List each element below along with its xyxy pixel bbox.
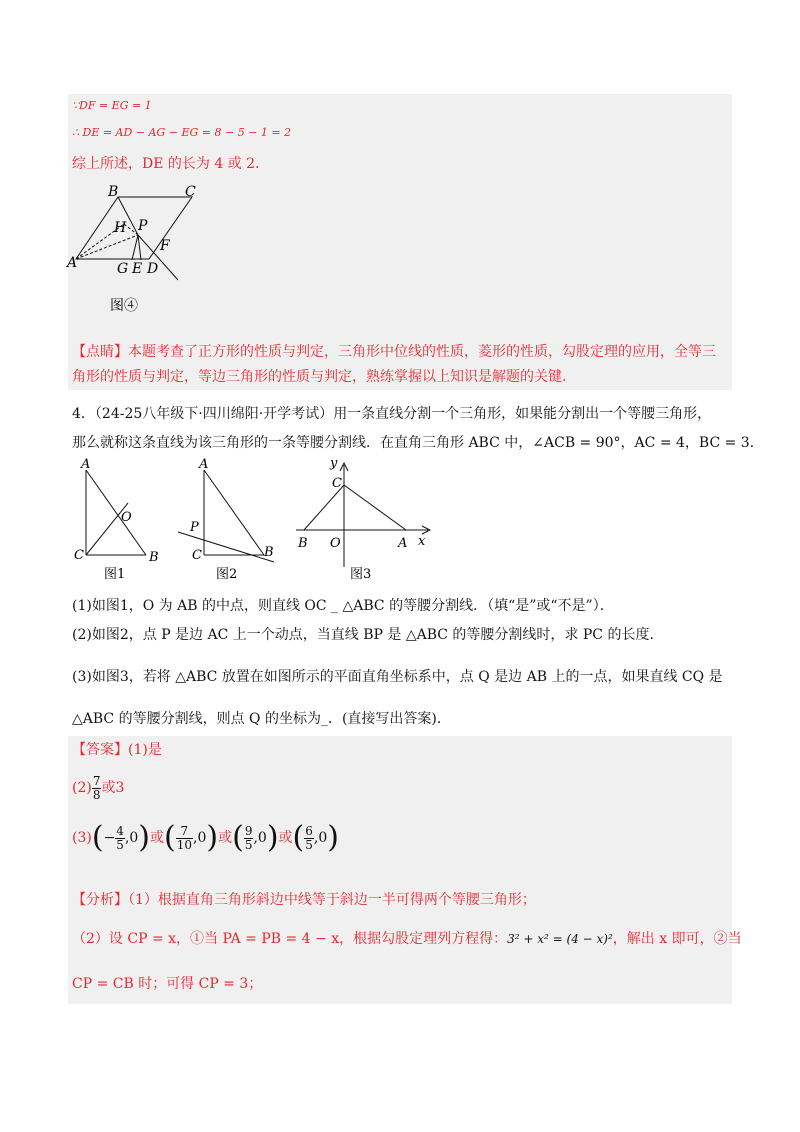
fig4-label-P: P: [138, 218, 148, 234]
fig1-caption: 图1: [104, 567, 126, 582]
problem-stem-1: 用一条直线分割一个三角形，如果能分割出一个等腰三角形，: [333, 406, 712, 422]
fig2-label-B: B: [264, 545, 274, 560]
analysis-equation: 3² + x² = (4 − x)²: [507, 932, 613, 946]
solution-conclusion: 综上所述，DE 的长为 4 或 2.: [72, 156, 260, 172]
fig2-label-A: A: [199, 457, 209, 472]
answer-point-1: (− $\frac{4}{5}$ ,0): [91, 820, 151, 855]
problem-stem-2: 那么就称这条直线为该三角形的一条等腰分割线．在直角三角形 ABC 中，∠ACB = 90°，AC = 4，BC = 3．: [72, 435, 764, 451]
question-3a: (3)如图3，若将 △ABC 放置在如图所示的平面直角坐标系中，点 Q 是边 AB 上的一点，如果直线 CQ 是: [72, 669, 723, 685]
fig4-label-H: H: [114, 220, 127, 236]
answer-shade: [68, 736, 732, 1004]
fig3-label-x: x: [418, 534, 426, 549]
fig3-label-O: O: [330, 536, 341, 551]
fig4-label-B: B: [108, 184, 119, 200]
fig3-label-A: A: [398, 536, 408, 551]
answer-point-2: ( $\frac{7}{10}$ ,0): [164, 820, 219, 855]
problem-source: （24-25八年级下·四川绵阳·开学考试）: [94, 406, 334, 422]
answer-line-2: [72, 772, 124, 804]
analysis-line-1: [72, 891, 536, 909]
answer-line-1: [72, 741, 162, 759]
fig4-label-G: G: [117, 261, 129, 277]
comment-tag: 【点睛】: [72, 344, 128, 360]
answer-3-points: [91, 820, 339, 855]
answer-tag: 【答案】: [72, 742, 128, 758]
fig1-label-A: A: [81, 457, 91, 472]
analysis-tag: 【分析】: [72, 892, 128, 908]
analysis-line-3: CP = CB 时；可得 CP = 3；: [72, 976, 263, 992]
fig3-caption: 图3: [350, 567, 372, 582]
fig4-label-E: E: [132, 261, 143, 277]
fig4-label-A: A: [67, 255, 78, 271]
problem-number: 4．: [72, 406, 95, 422]
answer-3-prefix: (3): [72, 830, 92, 846]
figures-1-3-diagram: [66, 455, 446, 585]
fig4-label-D: D: [147, 261, 159, 277]
fig2-caption: 图2: [216, 567, 238, 582]
answer-or: 或: [218, 830, 233, 846]
comment-line-1: [72, 343, 716, 361]
fig2-label-C: C: [192, 548, 202, 563]
analysis-p2a: （2）设 CP = x，①当 PA = PB = 4 − x，根据勾股定理列方程得：: [72, 931, 508, 947]
answer-or: 或: [150, 830, 165, 846]
comment-text-1: 本题考查了正方形的性质与判定，三角形中位线的性质，菱形的性质，勾股定理的应用，全等三: [128, 344, 716, 360]
problem-line-1: [72, 405, 711, 423]
solution-line-2: ∴ DE = AD − AG − EG = 8 − 5 − 1 = 2: [72, 126, 292, 139]
analysis-line-2: [72, 930, 742, 948]
fig4-label-F: F: [160, 238, 170, 254]
analysis-p1: （1）根据直角三角形斜边中线等于斜边一半可得两个等腰三角形；: [128, 892, 536, 908]
question-1: (1)如图1，O 为 AB 的中点，则直线 OC _ △ABC 的等腰分割线．（填“是”或“不是”）．: [72, 598, 614, 614]
fig4-label-C: C: [185, 184, 196, 200]
answer-point-4: ( $\frac{6}{5}$ ,0): [292, 820, 339, 855]
comment-line-2: 角形的性质与判定，等边三角形的性质与判定，熟练掌握以上知识是解题的关键.: [72, 369, 567, 385]
answer-line-3: [72, 818, 339, 858]
fig3-label-B: B: [298, 536, 308, 551]
answer-2-fraction: $\frac{7}{8}$: [92, 773, 101, 802]
question-3b: △ABC 的等腰分割线，则点 Q 的坐标为_．(直接写出答案)．: [72, 711, 451, 727]
fig1-label-O: O: [121, 510, 132, 525]
solution-line-1: ∵DF = EG = 1: [72, 99, 152, 112]
fig3-label-y: y: [330, 456, 338, 471]
fig1-label-B: B: [149, 550, 159, 565]
fig3-label-C: C: [332, 476, 342, 491]
answer-point-3: ( $\frac{9}{5}$ ,0): [232, 820, 279, 855]
answer-2-suffix: 或3: [101, 780, 125, 796]
analysis-p2b: ，解出 x 即可，②当: [612, 931, 742, 947]
fig2-label-P: P: [190, 520, 199, 535]
answer-or: 或: [278, 830, 293, 846]
figure-4-rhombus-diagram: [66, 180, 206, 315]
fig1-label-C: C: [74, 548, 84, 563]
answer-1: (1)是: [128, 742, 162, 758]
answer-2-prefix: (2): [72, 780, 92, 796]
question-2: (2)如图2，点 P 是边 AC 上一个动点，当直线 BP 是 △ABC 的等腰分割线时，求 PC 的长度．: [72, 627, 664, 643]
fig4-caption: 图④: [110, 298, 138, 314]
